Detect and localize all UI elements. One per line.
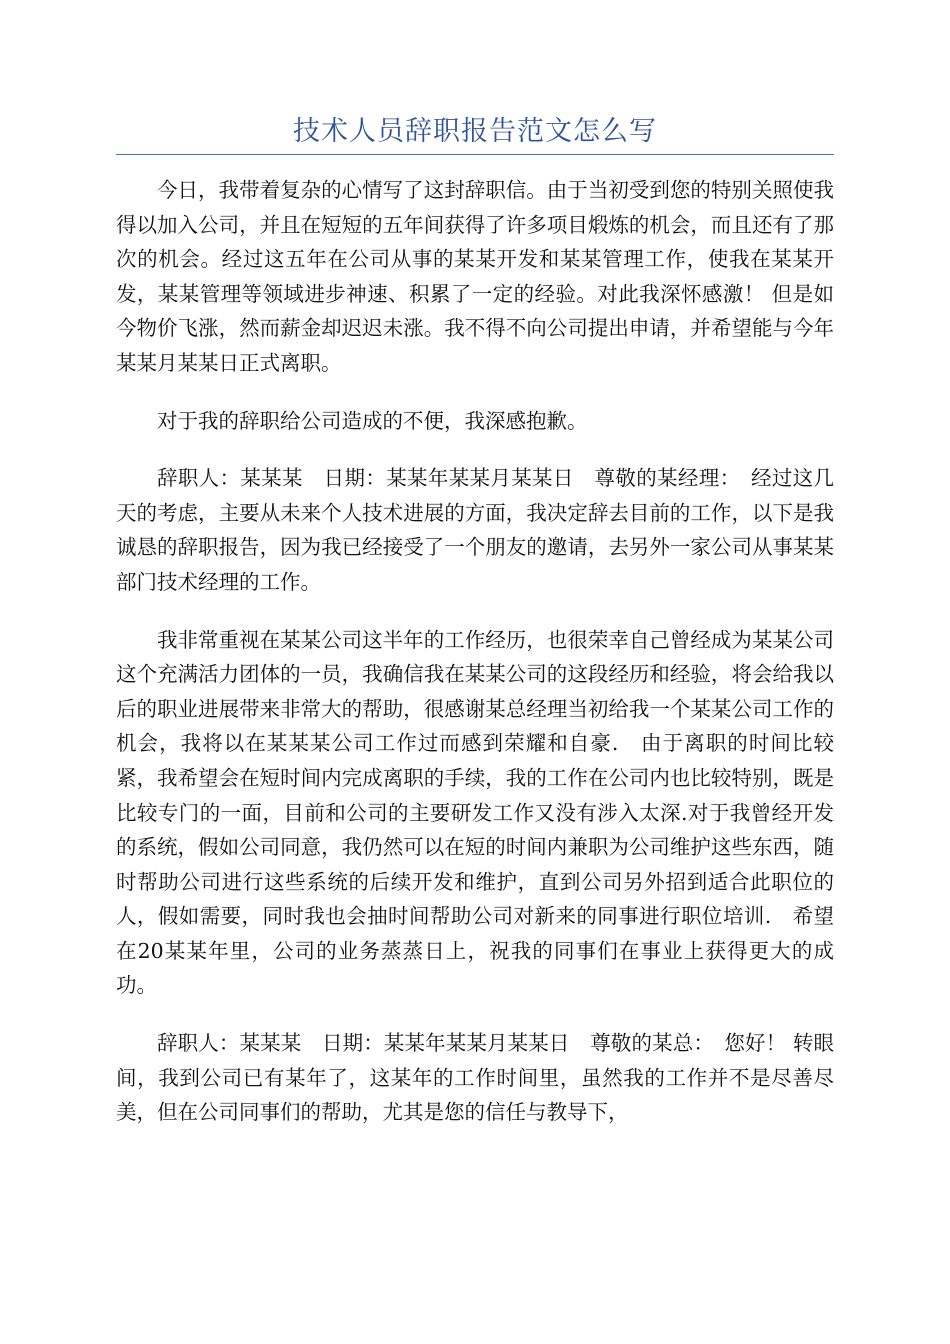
- body-paragraph-3: 辞职人：某某某 日期：某某年某某月某某日 尊敬的某经理： 经过这几天的考虑，主要从未来个人技术进展的方面，我决定辞去目前的工作，以下是我诚恳的辞职报告，因为我已经接受了一个朋友的邀请，去另外一家公司从事某某部门技术经理的工作。: [116, 466, 834, 594]
- title-underline: [116, 154, 834, 155]
- document-title: 技术人员辞职报告范文怎么写: [293, 116, 657, 147]
- body-paragraph-5: 辞职人：某某某 日期：某某年某某月某某日 尊敬的某总： 您好！ 转眼间，我到公司已有某年了，这某年的工作时间里，虽然我的工作并不是尽善尽美，但在公司同事们的帮助，尤其是您的信任与教导下，: [116, 1031, 834, 1125]
- body-paragraph-1: 今日，我带着复杂的心情写了这封辞职信。由于当初受到您的特别关照使我得以加入公司，并且在短短的五年间获得了许多项目煅炼的机会，而且还有了那次的机会。经过这五年在公司从事的某某开发和某某管理工作，使我在某某开发，某某管理等领域进步神速、积累了一定的经验。对此我深怀感激！ 但是如今物价飞涨，然而薪金却迟迟未涨。我不得不向公司提出申请，并希望能与今年某某月某某日正式离职。: [116, 178, 834, 375]
- body-paragraph-4: 我非常重视在某某公司这半年的工作经历，也很荣幸自己曾经成为某某公司这个充满活力团体的一员，我确信我在某某公司的这段经历和经验，将会给我以后的职业进展带来非常大的帮助，很感谢某总经理当初给我一个某某公司工作的机会，我将以在某某某公司工作过而感到荣耀和自豪. 由于离职的时间比较紧，我希望会在短时间内完成离职的手续，我的工作在公司内也比较特别，既是比较专门的一面，目前和公司的主要研发工作又没有涉入太深.对于我曾经开发的系统，假如公司同意，我仍然可以在短的时间内兼职为公司维护这些东西，随时帮助公司进行这些系统的后续开发和维护，直到公司另外招到适合此职位的人，假如需要，同时我也会抽时间帮助公司对新来的同事进行职位培训. 希望在20某某年里，公司的业务蒸蒸日上，祝我的同事们在事业上获得更大的成功。: [116, 627, 834, 998]
- body-paragraph-2: 对于我的辞职给公司造成的不便，我深感抱歉。: [157, 408, 588, 433]
- document-body: [116, 173, 834, 1153]
